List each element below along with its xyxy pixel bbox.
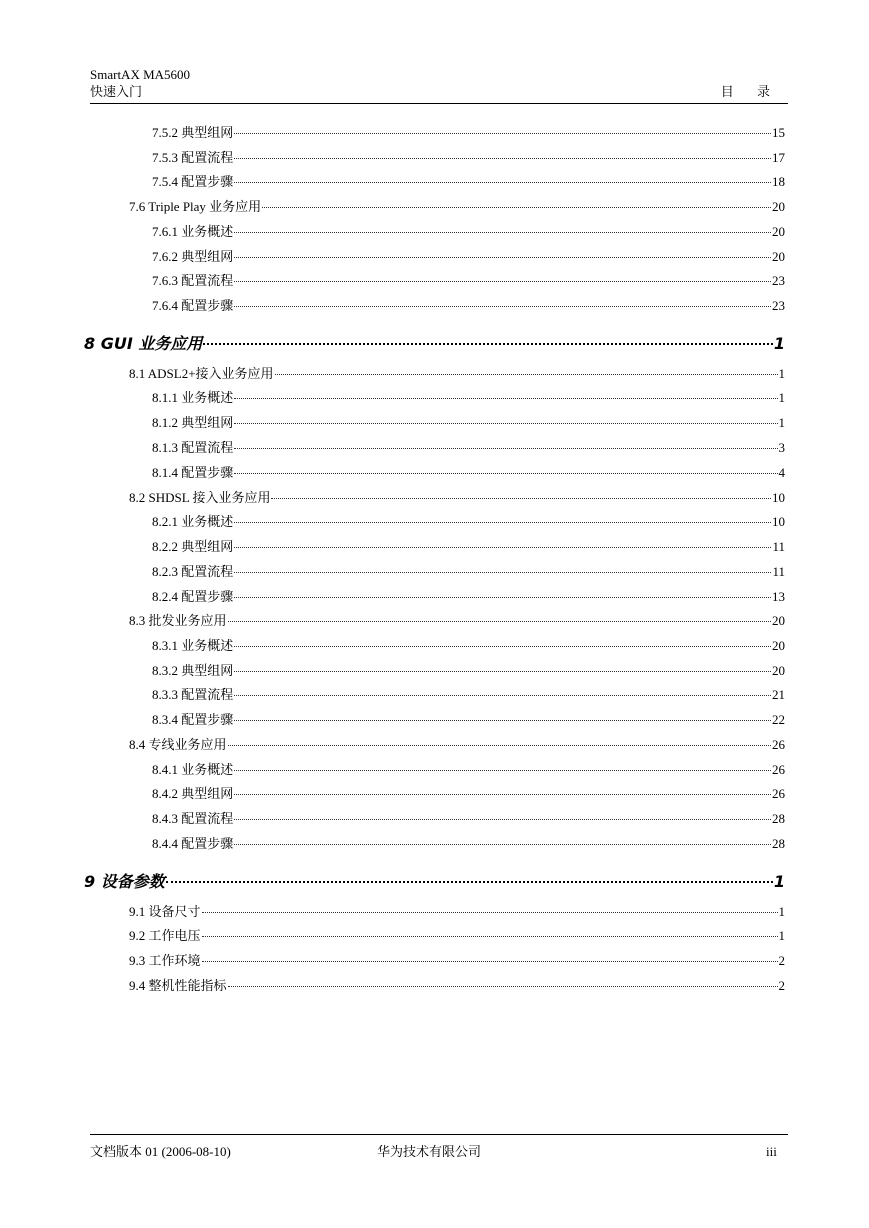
toc-entry[interactable] bbox=[129, 904, 785, 920]
toc-entry[interactable] bbox=[152, 663, 785, 679]
page-number: iii bbox=[766, 1144, 777, 1159]
dot-leader bbox=[234, 694, 771, 696]
toc-entry-label: 7.6 Triple Play 业务应用 bbox=[129, 199, 262, 214]
toc-entry[interactable] bbox=[129, 366, 785, 382]
dot-leader bbox=[166, 880, 773, 883]
toc-entry[interactable] bbox=[152, 712, 785, 728]
toc-entry[interactable] bbox=[152, 811, 785, 827]
toc-entry-page: 2 bbox=[778, 953, 785, 968]
dot-leader bbox=[202, 911, 778, 913]
toc-entry-label: 8.3.3 配置流程 bbox=[152, 687, 234, 702]
dot-leader bbox=[234, 132, 771, 134]
dot-leader bbox=[234, 422, 777, 424]
toc-entry[interactable] bbox=[152, 150, 785, 166]
toc-entry-label: 8.3.4 配置步骤 bbox=[152, 712, 234, 727]
dot-leader bbox=[234, 596, 771, 598]
toc-entry-page: 20 bbox=[772, 613, 785, 628]
toc-entry[interactable] bbox=[152, 174, 785, 190]
toc-entry-label: 8.4.4 配置步骤 bbox=[152, 836, 234, 851]
dot-leader bbox=[234, 571, 771, 573]
toc-entry-page: 28 bbox=[772, 836, 785, 851]
toc-entry[interactable] bbox=[152, 390, 785, 406]
book-title: 快速入门 bbox=[90, 84, 143, 99]
dot-leader bbox=[202, 960, 778, 962]
toc-entry[interactable] bbox=[152, 465, 785, 481]
toc-chapter-entry[interactable] bbox=[84, 334, 785, 354]
toc-entry[interactable] bbox=[152, 298, 785, 314]
toc-entry[interactable] bbox=[152, 786, 785, 802]
toc-entry-label: 8.4.1 业务概述 bbox=[152, 762, 234, 777]
toc-entry-label: 8.2.2 典型组网 bbox=[152, 539, 234, 554]
toc-entry[interactable] bbox=[152, 762, 785, 778]
toc-entry-page: 13 bbox=[772, 589, 785, 604]
toc-entry-page: 1 bbox=[778, 904, 785, 919]
dot-leader bbox=[234, 521, 771, 523]
toc-entry-label: 7.6.1 业务概述 bbox=[152, 224, 234, 239]
toc-entry-label: 8.4.3 配置流程 bbox=[152, 811, 234, 826]
dot-leader bbox=[203, 342, 773, 345]
toc-entry[interactable] bbox=[129, 978, 785, 994]
dot-leader bbox=[234, 305, 771, 307]
toc-entry-label: 8.2.3 配置流程 bbox=[152, 564, 234, 579]
toc-entry-page: 20 bbox=[772, 638, 785, 653]
toc-entry-label: 7.6.4 配置步骤 bbox=[152, 298, 234, 313]
toc-entry[interactable] bbox=[152, 249, 785, 265]
dot-leader bbox=[234, 645, 771, 647]
toc-entry-label: 8.1.3 配置流程 bbox=[152, 440, 234, 455]
dot-leader bbox=[234, 157, 771, 159]
toc-entry[interactable] bbox=[152, 415, 785, 431]
section-title: 目 录 bbox=[720, 84, 780, 99]
toc-entry-label: 9.3 工作环境 bbox=[129, 953, 201, 968]
toc-entry-label: 9.1 设备尺寸 bbox=[129, 904, 201, 919]
toc-entry[interactable] bbox=[129, 737, 785, 753]
toc-entry[interactable] bbox=[129, 199, 785, 215]
toc-entry-page: 1 bbox=[778, 415, 785, 430]
toc-entry[interactable] bbox=[152, 514, 785, 530]
toc-entry-page: 3 bbox=[778, 440, 785, 455]
toc-entry-page: 26 bbox=[772, 786, 785, 801]
toc-entry-page: 1 bbox=[778, 928, 785, 943]
toc-entry-label: 8.1.1 业务概述 bbox=[152, 390, 234, 405]
toc-entry[interactable] bbox=[129, 953, 785, 969]
toc-entry[interactable] bbox=[152, 273, 785, 289]
toc-entry-label: 7.6.2 典型组网 bbox=[152, 249, 234, 264]
toc-entry[interactable] bbox=[152, 440, 785, 456]
toc-entry-page: 1 bbox=[778, 366, 785, 381]
dot-leader bbox=[234, 670, 771, 672]
toc-entry-label: 8.2 SHDSL 接入业务应用 bbox=[129, 490, 271, 505]
toc-entry[interactable] bbox=[152, 589, 785, 605]
toc-entry-label: 8.2.1 业务概述 bbox=[152, 514, 234, 529]
dot-leader bbox=[234, 280, 771, 282]
toc-entry[interactable] bbox=[152, 687, 785, 703]
dot-leader bbox=[228, 620, 771, 622]
toc-entry[interactable] bbox=[129, 613, 785, 629]
toc-entry[interactable] bbox=[152, 224, 785, 240]
toc-entry-page: 17 bbox=[772, 150, 785, 165]
toc-entry-page: 11 bbox=[772, 539, 785, 554]
dot-leader bbox=[234, 719, 771, 721]
dot-leader bbox=[234, 818, 771, 820]
toc-entry-page: 2 bbox=[778, 978, 785, 993]
toc-entry-label: 9.4 整机性能指标 bbox=[129, 978, 227, 993]
toc-entry-page: 20 bbox=[772, 199, 785, 214]
toc-entry[interactable] bbox=[152, 836, 785, 852]
toc-entry-label: 7.5.3 配置流程 bbox=[152, 150, 234, 165]
toc-entry-page: 23 bbox=[772, 298, 785, 313]
dot-leader bbox=[234, 231, 771, 233]
company-name: 华为技术有限公司 bbox=[377, 1144, 482, 1159]
toc-entry-label: 8.4.2 典型组网 bbox=[152, 786, 234, 801]
toc-entry-page: 18 bbox=[772, 174, 785, 189]
toc-entry-label: 7.5.4 配置步骤 bbox=[152, 174, 234, 189]
toc-entry-page: 26 bbox=[772, 737, 785, 752]
dot-leader bbox=[262, 206, 771, 208]
toc-entry-label: 8.4 专线业务应用 bbox=[129, 737, 227, 752]
toc-entry[interactable] bbox=[152, 125, 785, 141]
dot-leader bbox=[234, 843, 771, 845]
toc-entry-page: 20 bbox=[772, 663, 785, 678]
toc-chapter-entry[interactable] bbox=[84, 872, 785, 892]
footer-divider bbox=[90, 1134, 788, 1135]
toc-entry-page: 1 bbox=[773, 334, 785, 353]
dot-leader bbox=[234, 256, 771, 258]
toc-entry-page: 11 bbox=[772, 564, 785, 579]
toc-entry[interactable] bbox=[152, 564, 785, 580]
dot-leader bbox=[202, 935, 778, 937]
toc-entry-label: 8 GUI 业务应用 bbox=[84, 334, 203, 353]
dot-leader bbox=[271, 497, 771, 499]
toc-entry-label: 8.3.1 业务概述 bbox=[152, 638, 234, 653]
toc-entry[interactable] bbox=[129, 928, 785, 944]
toc-entry[interactable] bbox=[152, 539, 785, 555]
toc-entry-page: 22 bbox=[772, 712, 785, 727]
toc-entry-page: 20 bbox=[772, 249, 785, 264]
toc-entry-page: 21 bbox=[772, 687, 785, 702]
product-name: SmartAX MA5600 bbox=[90, 67, 191, 82]
toc-entry-page: 23 bbox=[772, 273, 785, 288]
toc-entry-label: 8.1 ADSL2+接入业务应用 bbox=[129, 366, 274, 381]
toc-entry-label: 8.3 批发业务应用 bbox=[129, 613, 227, 628]
dot-leader bbox=[228, 985, 778, 987]
toc-entry-label: 8.1.4 配置步骤 bbox=[152, 465, 234, 480]
dot-leader bbox=[234, 397, 777, 399]
toc-entry-page: 10 bbox=[772, 490, 785, 505]
toc-entry-label: 7.5.2 典型组网 bbox=[152, 125, 234, 140]
toc-entry-page: 15 bbox=[772, 125, 785, 140]
page-header bbox=[90, 66, 788, 100]
toc-entry-page: 1 bbox=[778, 390, 785, 405]
document-version: 文档版本 01 (2006-08-10) bbox=[90, 1144, 231, 1159]
toc-entry-label: 8.2.4 配置步骤 bbox=[152, 589, 234, 604]
dot-leader bbox=[275, 373, 778, 375]
toc-entry-label: 9 设备参数 bbox=[84, 872, 165, 891]
toc-entry-label: 7.6.3 配置流程 bbox=[152, 273, 234, 288]
toc-entry-page: 1 bbox=[773, 872, 785, 891]
dot-leader bbox=[234, 447, 777, 449]
dot-leader bbox=[234, 472, 777, 474]
toc-entry-page: 4 bbox=[778, 465, 785, 480]
toc-entry-label: 9.2 工作电压 bbox=[129, 928, 201, 943]
toc-entry[interactable] bbox=[129, 490, 785, 506]
dot-leader bbox=[228, 744, 771, 746]
toc-entry-label: 8.1.2 典型组网 bbox=[152, 415, 234, 430]
dot-leader bbox=[234, 181, 771, 183]
dot-leader bbox=[234, 793, 771, 795]
toc-entry-label: 8.3.2 典型组网 bbox=[152, 663, 234, 678]
toc-entry-page: 26 bbox=[772, 762, 785, 777]
dot-leader bbox=[234, 546, 771, 548]
toc-entry[interactable] bbox=[152, 638, 785, 654]
dot-leader bbox=[234, 769, 771, 771]
toc-entry-page: 20 bbox=[772, 224, 785, 239]
toc-entry-page: 28 bbox=[772, 811, 785, 826]
header-divider bbox=[90, 103, 788, 104]
toc-entry-page: 10 bbox=[772, 514, 785, 529]
